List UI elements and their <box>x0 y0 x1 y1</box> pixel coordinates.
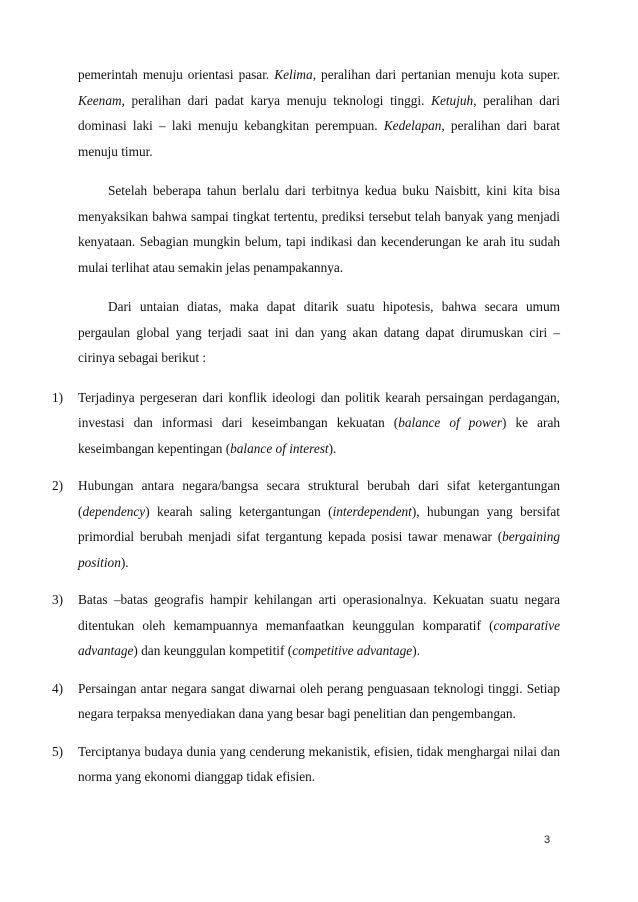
text-run: ) dan keunggulan kompetitif ( <box>133 643 293 658</box>
text-run: Terjadinya pergeseran dari konflik ideologi dan politik kearah persaingan perdagangan, investasi dan informasi dari keseimbangan kekuatan ( <box>78 389 560 430</box>
paragraph-1 <box>52 62 560 164</box>
text-run: ) ke arah keseimbangan kepentingan ( <box>78 415 561 456</box>
italic-term: Keenam <box>78 92 122 108</box>
list-item-2 <box>52 473 560 575</box>
text-run: pemerintah menuju orientasi pasar. <box>78 67 275 82</box>
list-item-text <box>78 473 560 575</box>
list-item-text <box>78 385 560 462</box>
list-number: 3) <box>52 592 64 607</box>
text-run: ). <box>120 554 129 570</box>
paragraph-2: Setelah beberapa tahun berlalu dari terbitnya kedua buku Naisbitt, kini kita bisa menyaksikan bahwa sampai tingkat tertentu, prediksi tersebut telah banyak yang menjadi kenyataan. Sebagian mungkin belum, tapi indikasi dan kecenderungan ke arah itu sudah mulai terlihat atau semakin jelas penampakannya. <box>78 183 560 275</box>
list-item-4 <box>52 676 560 727</box>
list-item-text <box>78 587 560 664</box>
list-item-5 <box>52 739 560 790</box>
list-item-text: Persaingan antar negara sangat diwarnai oleh perang penguasaan teknologi tinggi. Setiap negara terpaksa menyediakan dana yang besar bagi penelitian dan pengembangan. <box>78 680 560 721</box>
italic-term: competitive advantage <box>292 643 413 658</box>
list-item-text: Terciptanya budaya dunia yang cenderung mekanistik, efisien, tidak menghargai nilai dan norma yang ekonomi dianggap tidak efisien. <box>78 743 560 784</box>
text-run: , peralihan dari padat karya menuju teknologi tinggi. <box>121 92 432 108</box>
text-run: , peralihan dari barat menuju timur. <box>78 118 561 159</box>
italic-term: Kelima <box>274 67 313 82</box>
list-number: 5) <box>52 743 64 759</box>
italic-term: dependency <box>82 503 146 519</box>
text-run: , peralihan dari dominasi laki – laki menuju kebangkitan perempuan. <box>78 92 560 133</box>
text-run: Hubungan antara negara/bangsa secara struktural berubah dari sifat ketergantungan ( <box>78 478 560 519</box>
italic-term: Ketujuh <box>431 92 474 108</box>
italic-term: comparative advantage <box>78 617 560 658</box>
paragraph-3: Dari untaian diatas, maka dapat ditarik suatu hipotesis, bahwa secara umum pergaulan global yang terjadi saat ini dan yang akan datang dapat dirumuskan ciri – cirinya sebagai berikut : <box>78 299 560 365</box>
italic-term: balance of power <box>398 415 503 430</box>
text-run: ) kearah saling ketergantungan ( <box>145 503 333 519</box>
text-run: ), hubungan yang bersifat primordial berubah menjadi sifat tergantung kepada posisi tawar menawar ( <box>78 503 560 544</box>
text-run: ). <box>412 643 420 658</box>
list-number: 2) <box>52 478 64 493</box>
text-run: ). <box>328 440 337 456</box>
list-item-3 <box>52 587 560 664</box>
text-run: , peralihan dari pertanian menuju kota super. <box>312 67 560 82</box>
text-run: Batas –batas geografis hampir kehilangan arti operasionalnya. Kekuatan suatu negara ditentukan oleh kemampuannya memanfaatkan keunggulan komparatif ( <box>78 592 560 633</box>
list-number: 1) <box>52 389 64 405</box>
page-number: 3 <box>544 834 551 846</box>
italic-term: Kedelapan <box>383 118 442 133</box>
list-item-1 <box>52 385 560 462</box>
italic-term: interdependent <box>332 503 412 519</box>
page-content <box>52 62 560 802</box>
italic-term: balance of interest <box>230 440 329 456</box>
list-number: 4) <box>52 680 64 696</box>
italic-term: bergaining position <box>78 529 560 570</box>
